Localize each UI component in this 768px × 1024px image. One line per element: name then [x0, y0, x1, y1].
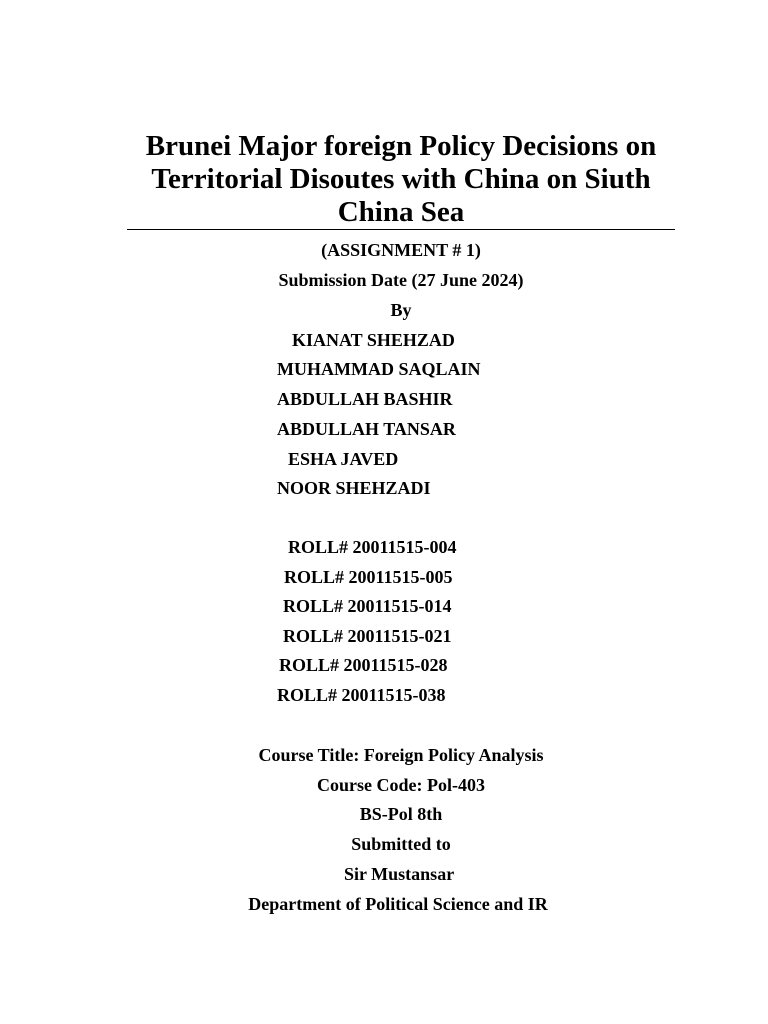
- program-label: BS-Pol 8th: [359, 804, 443, 824]
- title-line: Brunei Major foreign Policy Decisions on: [145, 130, 657, 162]
- student-name: KIANAT SHEHZAD: [292, 330, 455, 350]
- course-code: Course Code: Pol-403: [317, 775, 485, 795]
- student-name: ESHA JAVED: [288, 449, 399, 469]
- title-line: Territorial Disoutes with China on Siuth: [151, 163, 651, 195]
- course-title: Course Title: Foreign Policy Analysis: [258, 745, 544, 765]
- instructor-name: Sir Mustansar: [344, 864, 455, 884]
- student-name: ABDULLAH TANSAR: [277, 419, 456, 439]
- roll-number: ROLL# 20011515-005: [284, 567, 453, 587]
- student-name: MUHAMMAD SAQLAIN: [277, 359, 481, 379]
- roll-number: ROLL# 20011515-014: [283, 596, 452, 616]
- title-line: China Sea: [337, 196, 465, 228]
- title-underline: [127, 229, 675, 230]
- student-name: NOOR SHEHZADI: [277, 478, 431, 498]
- roll-number: ROLL# 20011515-004: [288, 537, 457, 557]
- submission-date: Submission Date (27 June 2024): [278, 270, 524, 290]
- student-name: ABDULLAH BASHIR: [277, 389, 453, 409]
- roll-number: ROLL# 20011515-038: [277, 685, 446, 705]
- assignment-label: (ASSIGNMENT # 1): [321, 240, 481, 260]
- submitted-to-label: Submitted to: [351, 834, 451, 854]
- roll-number: ROLL# 20011515-028: [279, 655, 448, 675]
- roll-number: ROLL# 20011515-021: [283, 626, 452, 646]
- document-title: [118, 130, 684, 229]
- department-name: Department of Political Science and IR: [248, 894, 548, 914]
- by-label: By: [390, 300, 412, 320]
